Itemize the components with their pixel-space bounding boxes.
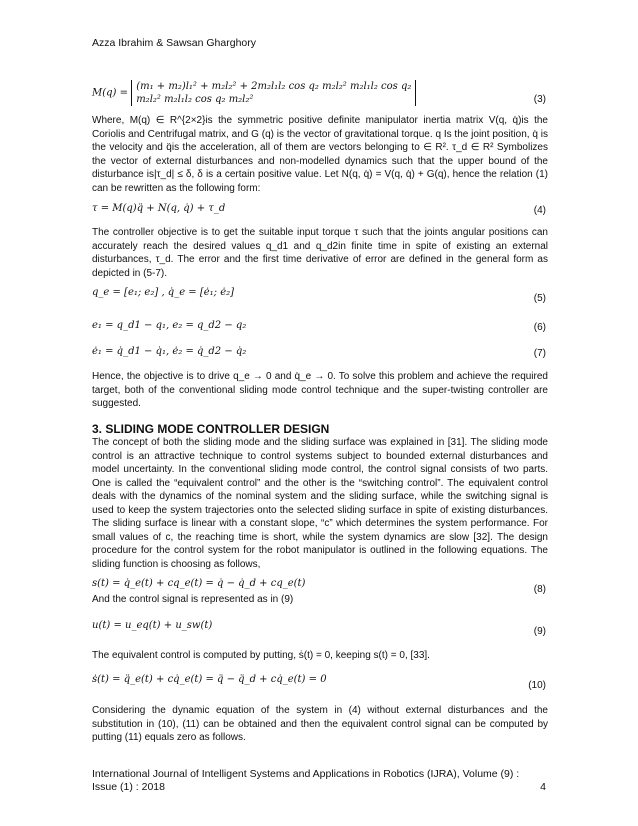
journal-citation: International Journal of Intelligent Systems and Applications in Robotics (IJRA), Volume (9) : Issue (1) : 2018 [92, 768, 520, 793]
equation-6-number: (6) [533, 322, 546, 333]
equation-8-number: (8) [533, 584, 546, 595]
section-heading: 3. SLIDING MODE CONTROLLER DESIGN [92, 422, 330, 436]
inertia-matrix-row-1: (m₁ + m₂)l₁² + m₂l₂² + 2m₂l₁l₂ cos q₂ m₂l₂² m₂l₁l₂ cos q₂ [136, 81, 412, 92]
equation-10-number: (10) [528, 680, 546, 691]
equation-5 [92, 287, 546, 311]
equation-9 [92, 620, 546, 638]
paragraph-dynamic-equation: Considering the dynamic equation of the system in (4) without external disturbances and the substitution in (10), (11) can be obtained and then the equivalent control signal can be computed by putting (11) equals zero as follows. [92, 705, 548, 743]
paragraph-control-signal: And the control signal is represented as in (9) [92, 594, 294, 605]
paragraph-objective: The controller objective is to get the suitable input torque τ such that the joints angular positions can accurately reach the desired values q_d1 and q_d2in finite time in spite of existing an external disturbances, τ_d. The error and the first time derivative of error are defined in the general form as depicted in (5-7). [92, 227, 548, 279]
equation-7-body: ė₁ = q̇_d1 − q̇₁, ė₂ = q̇_d2 − q̇₂ [92, 346, 247, 357]
paragraph-smc-concept: The concept of both the sliding mode and the sliding surface was explained in [31]. The sliding mode control is an attractive technique to control systems subject to bounded external disturbances and model uncertainty. In the conventional sliding mode control, the control signal consists of two parts. One is called the “equivalent control” and the other is the “switching control”. The equivalent control deals with the dynamics of the nominal system and the sliding surface, while the switching signal is used to keep the system trajectories onto the selected sliding surface in spite of existing disturbances. The sliding surface is linear with a constant slope, “c” which determines the system performance. For small values of c, the reaching time is short, while the system dynamics are slow [32]. The design procedure for the control system for the robot manipulator is outlined in the following equations. The sliding function is choosing as follows, [92, 437, 548, 570]
journal-footer [92, 768, 546, 794]
equation-4-number: (4) [533, 205, 546, 216]
running-header: Azza Ibrahim & Sawsan Gharghory [92, 37, 256, 49]
paragraph-equivalent-control: The equivalent control is computed by putting, ṡ(t) = 0, keeping s(t) = 0, [33]. [92, 650, 430, 661]
equation-10-body: ṡ(t) = q̈_e(t) + cq̇_e(t) = q̈ − q̈_d + cq̇_e(t) = 0 [92, 674, 327, 685]
page-number: 4 [540, 781, 546, 793]
inertia-matrix-row-2: m₂l₂² m₂l₁l₂ cos q₂ m₂l₂² [136, 94, 254, 105]
paragraph-definitions: Where, M(q) ∈ R^{2×2}is the symmetric positive definite manipulator inertia matrix V(q, q̇)is the Coriolis and Centrifugal matrix, and G (q) is the vector of gravitational torque. q Is the joint position, q̇ is the velocity and q̈is the acceleration, all of them are vectors belonging to ∈ R². τ_d ∈ R² Symbolizes the vector of external disturbances and non-modelled dynamics such that the upper bound of the disturbance is|τ_d| ≤ δ, δ is a certain positive value. Let N(q, q̇) = V(q, q̇) + G(q), hence the relation (1) can be rewritten as the following form: [92, 115, 548, 194]
equation-5-body: q_e = [e₁; e₂] , q̇_e = [ė₁; ė₂] [92, 287, 235, 298]
equation-10 [92, 674, 546, 692]
paragraph-control-goal: Hence, the objective is to drive q_e → 0 and q̇_e → 0. To solve this problem and achieve the required target, both of the conventional sliding mode control technique and the super-twisting controller are suggested. [92, 371, 548, 409]
inertia-matrix [131, 80, 416, 106]
equation-6 [92, 320, 546, 338]
equation-6-body: e₁ = q_d1 − q₁, e₂ = q_d2 − q₂ [92, 320, 247, 331]
equation-9-number: (9) [533, 626, 546, 637]
equation-4 [92, 203, 546, 221]
equation-8-body: s(t) = q̇_e(t) + cq_e(t) = q̇ − q̇_d + cq_e(t) [92, 578, 306, 589]
equation-5-number: (5) [533, 293, 546, 304]
equation-4-body: τ = M(q)q̈ + N(q, q̇) + τ_d [92, 203, 226, 214]
equation-7-number: (7) [533, 348, 546, 359]
equation-9-body: u(t) = u_eq(t) + u_sw(t) [92, 620, 213, 631]
equation-7 [92, 346, 546, 364]
equation-3-lhs: M(q) = [92, 87, 129, 99]
equation-3 [92, 72, 546, 106]
equation-3-number: (3) [533, 94, 546, 105]
